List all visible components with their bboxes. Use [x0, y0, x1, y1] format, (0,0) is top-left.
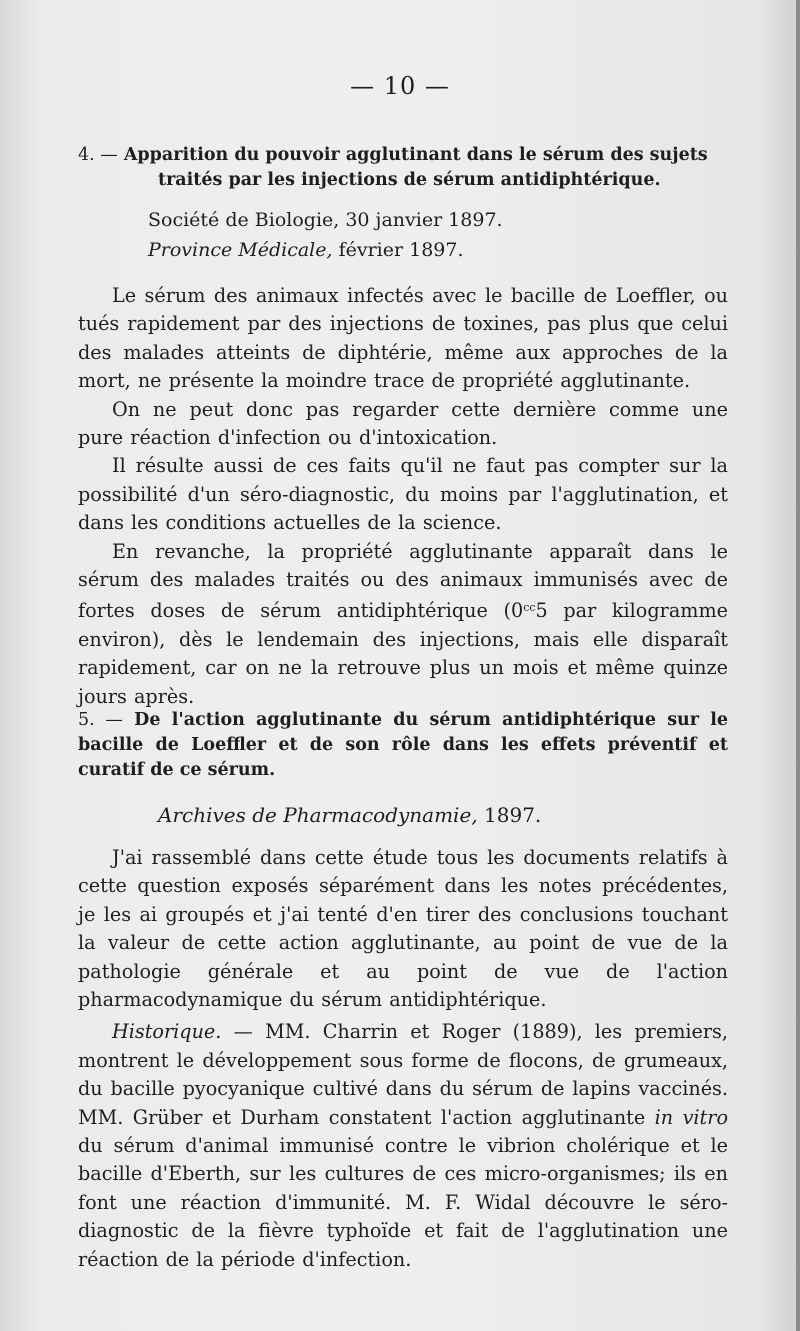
section-5: [78, 708, 728, 783]
section-4-paragraph-4-sup: cc: [523, 601, 536, 615]
section-4-title-line2: traités par les injections de sérum antidiphtérique.: [158, 170, 661, 190]
section-4-ref-2-journal: Province Médicale,: [148, 239, 333, 261]
section-4-body: [78, 282, 728, 711]
section-4-paragraph-4a: En revanche, la propriété agglutinante apparaît dans le sérum des malades traités ou des animaux immunisés avec de fortes doses de sérum antidiphtérique (0: [78, 539, 728, 623]
page-edge-shadow: [796, 0, 800, 1331]
section-5-heading: [78, 708, 728, 783]
section-5-reference: [158, 800, 718, 830]
section-4-heading: [78, 143, 728, 193]
section-4-ref-2-date: février 1897.: [332, 239, 464, 261]
section-4-paragraph: Il résulte aussi de ces faits qu'il ne faut pas compter sur la possibilité d'un séro-diagnostic, du moins par l'agglutination, et dans les conditions actuelles de la science.: [78, 454, 728, 535]
section-5-ref-journal: Archives de Pharmacodynamie,: [158, 803, 478, 827]
section-5-paragraph-2b: du sérum d'animal immunisé contre le vibrion cholérique et le bacille d'Eberth, sur les cultures de ces micro-organismes; ils en font une réaction d'immunité. M. F. Widal découvre le séro-diagnostic de la fièvre typhoïde et fait de l'agglutination une réaction de la période d'infection.: [78, 1134, 728, 1271]
section-5-ref-year: 1897.: [477, 803, 542, 827]
section-5-paragraph-2a: — MM. Charrin et Roger (1889), les premiers, montrent le développement sous forme de flocons, de grumeaux, du bacille pyocyanique cultivé dans du sérum de lapins vaccinés. MM. Grüber et Durham constatent l'action agglutinante: [78, 1020, 728, 1129]
section-5-paragraph-1: J'ai rassemblé dans cette étude tous les documents relatifs à cette question exposés séparément dans les notes précédentes, je les ai groupés et j'ai tenté d'en tirer des conclusions touchant la valeur de cette action agglutinante, au point de vue de la pathologie générale et au point de vue de l'action pharmacodynamique du sérum antidiphtérique.: [78, 846, 728, 1012]
section-4-paragraph: On ne peut donc pas regarder cette dernière comme une pure réaction d'infection ou d'intoxication.: [78, 397, 728, 450]
section-4: [78, 143, 728, 193]
page-number: — 10 —: [350, 72, 450, 100]
section-4-paragraph-4b: 5 par kilogramme environ), dès le lendemain des injections, mais elle disparaît rapidement, car on ne la retrouve plus un mois et même quinze jours après.: [78, 599, 728, 708]
section-4-ref-1: Société de Biologie, 30 janvier 1897.: [148, 209, 503, 231]
section-4-paragraph: [78, 538, 728, 711]
section-4-number: 4. —: [78, 145, 118, 165]
section-4-paragraph: Le sérum des animaux infectés avec le bacille de Loeffler, ou tués rapidement par des injections de toxines, pas plus que celui des malades atteints de diphtérie, même aux approches de la mort, ne présente la moindre trace de propriété agglutinante.: [78, 284, 728, 393]
section-5-title: De l'action agglutinante du sérum antidiphtérique sur le bacille de Loeffler et de son rôle dans les effets préventif et curatif de ce sérum.: [78, 710, 729, 780]
section-4-title-line1: Apparition du pouvoir agglutinant dans le sérum des sujets: [123, 145, 708, 165]
section-5-body: [78, 844, 728, 1274]
section-4-references: [148, 205, 708, 265]
section-5-historique-label: Historique.: [112, 1020, 222, 1044]
section-5-in-vitro: in vitro: [654, 1105, 728, 1129]
section-5-ref: [158, 800, 718, 830]
section-5-number: 5. —: [78, 710, 123, 730]
section-5-paragraph-2: [78, 1018, 728, 1274]
section-4-ref-2: [148, 235, 708, 265]
